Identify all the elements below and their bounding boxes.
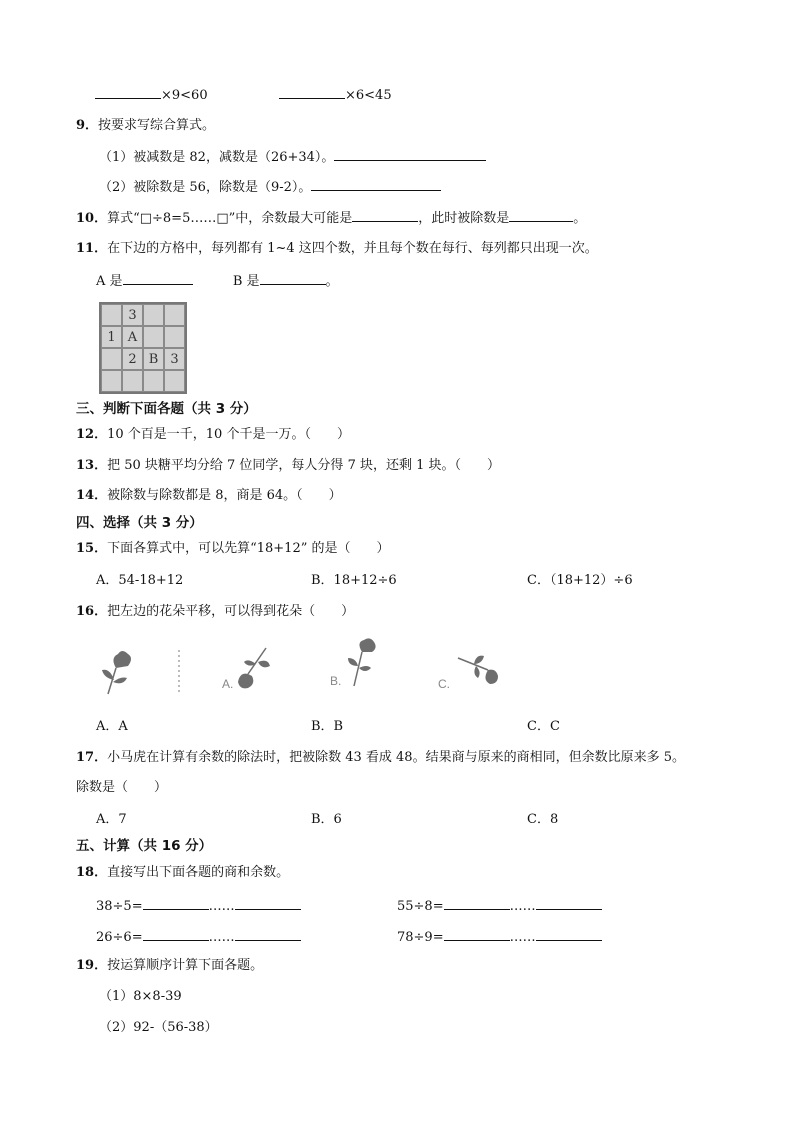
- grid-cell: 3: [122, 304, 143, 326]
- section-3-title: 三、判断下面各题（共 3 分）: [76, 401, 257, 417]
- division-item-3: 26÷6= ……: [96, 928, 301, 946]
- question-9-sub1: （1）被减数是 82，减数是（26+34）。: [99, 148, 486, 166]
- grid-cell: [101, 348, 122, 370]
- question-19-sub1: （1）8×8-39: [99, 989, 182, 1004]
- question-13: 13．把 50 块糖平均分给 7 位同学，每人分得 7 块，还剩 1 块。（ ）: [76, 458, 501, 473]
- remainder-blank[interactable]: [235, 897, 301, 910]
- grid-cell: [164, 304, 185, 326]
- option-c[interactable]: C．（18+12）÷6: [527, 573, 633, 588]
- grid-cell: [164, 326, 185, 348]
- grid-cell: [122, 370, 143, 392]
- flower-option-a: [238, 648, 270, 688]
- grid-cell: [101, 370, 122, 392]
- question-17-line2: 除数是（ ）: [76, 780, 168, 795]
- image-label-c: C.: [438, 677, 450, 691]
- question-17: 17．小马虎在计算有余数的除法时，把被除数 43 看成 48。结果商与原来的商相同，但余数比原来多 5。: [76, 750, 685, 765]
- grid-cell: 3: [164, 348, 185, 370]
- grid-cell: [164, 370, 185, 392]
- grid-cell: 1: [101, 326, 122, 348]
- grid-cell: [143, 326, 164, 348]
- number-grid: [99, 302, 187, 394]
- quotient-blank[interactable]: [143, 928, 209, 941]
- option-a[interactable]: A．54-18+12: [96, 573, 184, 588]
- question-19: 19．按运算顺序计算下面各题。: [76, 958, 264, 973]
- grid-cell: B: [143, 348, 164, 370]
- question-16: 16．把左边的花朵平移，可以得到花朵（ ）: [76, 604, 355, 619]
- option-a[interactable]: A．7: [96, 812, 127, 827]
- section-4-title: 四、选择（共 3 分）: [76, 515, 203, 531]
- image-label-a: A.: [222, 677, 234, 691]
- option-a[interactable]: A．A: [96, 719, 128, 734]
- question-12: 12．10 个百是一千，10 个千是一万。（ ）: [76, 427, 350, 442]
- grid-cell: [143, 304, 164, 326]
- answer-blank[interactable]: [334, 148, 486, 161]
- grid-cell: A: [122, 326, 143, 348]
- question-19-sub2: （2）92-（56-38）: [99, 1020, 218, 1035]
- answer-blank[interactable]: [95, 86, 161, 99]
- question-10: 10．算式“□÷8=5……□”中，余数最大可能是 ，此时被除数是 。: [76, 211, 587, 226]
- division-item-4: 78÷9= ……: [397, 928, 602, 946]
- quotient-blank[interactable]: [444, 928, 510, 941]
- blank-line-top-2: ×6<45: [279, 86, 392, 104]
- option-c[interactable]: C．8: [527, 812, 559, 827]
- remainder-blank[interactable]: [235, 928, 301, 941]
- question-9: 9．按要求写综合算式。: [76, 118, 216, 133]
- answer-blank[interactable]: [311, 178, 441, 191]
- grid-cell: [143, 370, 164, 392]
- grid-cell: [101, 304, 122, 326]
- option-b[interactable]: B．B: [311, 719, 344, 734]
- answer-blank-b[interactable]: [260, 272, 326, 285]
- blank-line-top: ×9<60: [95, 86, 208, 104]
- answer-blank[interactable]: [509, 209, 573, 222]
- remainder-blank[interactable]: [536, 928, 602, 941]
- grid-cell: 2: [122, 348, 143, 370]
- question-9-sub2: （2）被除数是 56，除数是（9-2）。: [99, 178, 441, 196]
- option-c[interactable]: C．C: [527, 719, 560, 734]
- question-15: 15．下面各算式中，可以先算“18+12” 的是（ ）: [76, 541, 390, 556]
- answer-blank[interactable]: [352, 209, 418, 222]
- remainder-blank[interactable]: [536, 897, 602, 910]
- quotient-blank[interactable]: [444, 897, 510, 910]
- flower-figure: [96, 636, 516, 700]
- question-11: 11．在下边的方格中，每列都有 1~4 这四个数，并且每个数在每行、每列都只出现一次。: [76, 241, 598, 256]
- flower-original: [102, 651, 131, 694]
- question-14: 14．被除数与除数都是 8，商是 64。（ ）: [76, 488, 342, 503]
- question-11-answers: A 是 B 是 。: [96, 274, 339, 289]
- quotient-blank[interactable]: [143, 897, 209, 910]
- answer-blank[interactable]: [279, 86, 345, 99]
- division-item-2: 55÷8= ……: [397, 897, 602, 915]
- option-b[interactable]: B．18+12÷6: [311, 573, 397, 588]
- option-b[interactable]: B．6: [311, 812, 342, 827]
- image-label-b: B.: [330, 674, 342, 688]
- answer-blank-a[interactable]: [123, 272, 193, 285]
- question-18: 18．直接写出下面各题的商和余数。: [76, 865, 290, 880]
- flower-option-b: [348, 638, 376, 686]
- section-5-title: 五、计算（共 16 分）: [76, 838, 213, 854]
- flower-option-c: [458, 656, 498, 684]
- division-item-1: 38÷5= ……: [96, 897, 301, 915]
